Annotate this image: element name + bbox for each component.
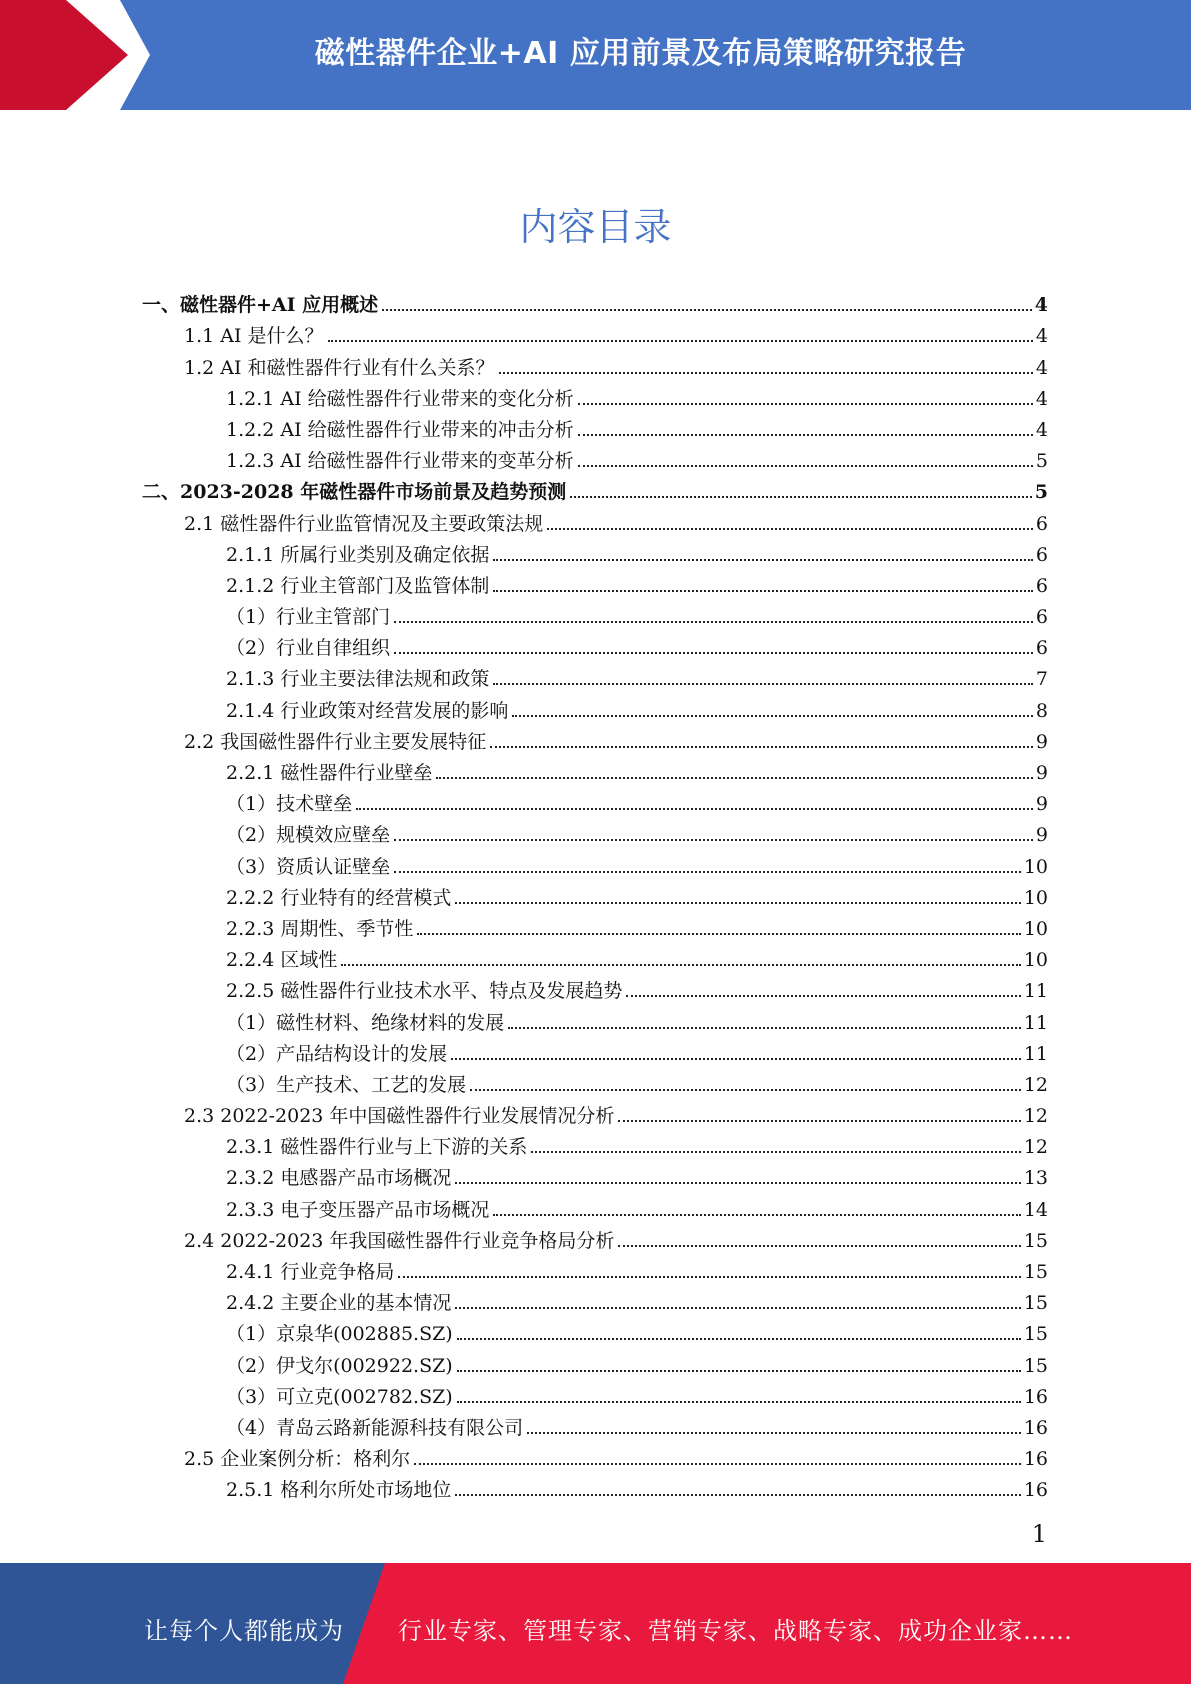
toc-entry-title: 2.3.1 磁性器件行业与上下游的关系 — [226, 1136, 528, 1159]
toc-dot-leader — [328, 340, 1033, 342]
toc-entry[interactable] — [142, 1283, 1048, 1314]
toc-entry[interactable] — [142, 1127, 1048, 1158]
toc-entry-title: 2.1.4 行业政策对经营发展的影响 — [226, 699, 509, 722]
toc-entry[interactable] — [142, 566, 1048, 597]
toc-entry-title: 2.4 2022-2023 年我国磁性器件行业竞争格局分析 — [184, 1229, 615, 1252]
toc-entry[interactable] — [142, 1221, 1048, 1252]
toc-dot-leader — [394, 871, 1021, 873]
toc-entry-title: （3）生产技术、工艺的发展 — [226, 1073, 467, 1096]
toc-entry[interactable] — [142, 347, 1048, 378]
toc-dot-leader — [626, 995, 1020, 997]
toc-entry-title: （2）规模效应壁垒 — [226, 824, 391, 847]
toc-entry-title: 2.2 我国磁性器件行业主要发展特征 — [184, 730, 487, 753]
toc-entry-title: （2）伊戈尔(002922.SZ) — [226, 1354, 453, 1377]
toc-entry-page: 15 — [1023, 1261, 1048, 1283]
toc-dot-leader — [382, 309, 1032, 311]
toc-dot-leader — [499, 372, 1033, 374]
toc-dot-leader — [457, 1401, 1021, 1403]
toc-entry[interactable] — [142, 535, 1048, 566]
toc-entry-title: 一、磁性器件+AI 应用概述 — [142, 294, 379, 317]
toc-entry-page: 4 — [1035, 325, 1048, 348]
toc-entry[interactable] — [142, 784, 1048, 815]
toc-entry-title: 2.4.1 行业竞争格局 — [226, 1261, 395, 1283]
toc-dot-leader — [490, 746, 1033, 748]
toc-dot-leader — [578, 465, 1033, 467]
toc-entry[interactable] — [142, 1002, 1048, 1033]
toc-dot-leader — [356, 808, 1033, 810]
toc-entry-page: 4 — [1035, 418, 1048, 441]
toc-entry-title: 2.2.3 周期性、季节性 — [226, 917, 414, 940]
toc-dot-leader — [457, 1338, 1021, 1340]
toc-entry-page: 12 — [1023, 1105, 1048, 1128]
toc-entry-page: 6 — [1035, 543, 1048, 566]
toc-entry-title: （1）磁性材料、绝缘材料的发展 — [226, 1011, 505, 1034]
toc-entry-page: 16 — [1023, 1416, 1048, 1439]
toc-dot-leader — [547, 528, 1033, 530]
toc-entry[interactable] — [142, 846, 1048, 877]
toc-entry-page: 9 — [1035, 730, 1048, 753]
toc-entry-page: 14 — [1023, 1198, 1048, 1221]
toc-entry-title: 二、2023-2028 年磁性器件市场前景及趋势预测 — [142, 481, 567, 504]
toc-dot-leader — [451, 1058, 1021, 1060]
page-number: 1 — [1031, 1520, 1047, 1548]
toc-entry[interactable] — [142, 1252, 1048, 1283]
toc-dot-leader — [455, 1494, 1020, 1496]
toc-entry-title: 2.3.2 电感器产品市场概况 — [226, 1167, 452, 1190]
toc-dot-leader — [394, 839, 1033, 841]
toc-dot-leader — [578, 434, 1033, 436]
toc-entry-page: 11 — [1023, 1011, 1048, 1034]
toc-entry-page: 12 — [1023, 1136, 1048, 1159]
toc-entry-title: 2.2.1 磁性器件行业壁垒 — [226, 762, 433, 784]
toc-dot-leader — [455, 1182, 1020, 1184]
toc-entry-title: 2.4.2 主要企业的基本情况 — [226, 1292, 452, 1315]
toc-entry[interactable] — [142, 441, 1048, 472]
toc-entry-page: 6 — [1035, 637, 1048, 660]
toc-entry-title: （1）京泉华(002885.SZ) — [226, 1323, 453, 1346]
toc-entry[interactable] — [142, 1314, 1048, 1345]
toc-entry[interactable] — [142, 878, 1048, 909]
toc-entry-title: （3）可立克(002782.SZ) — [226, 1385, 453, 1408]
report-title: 磁性器件企业+AI 应用前景及布局策略研究报告 — [314, 36, 967, 71]
toc-entry-title: 2.5 企业案例分析：格利尔 — [184, 1448, 411, 1471]
toc-entry[interactable] — [142, 410, 1048, 441]
toc-entry-title: 1.2.3 AI 给磁性器件行业带来的变革分析 — [226, 450, 574, 473]
toc-entry-page: 4 — [1035, 356, 1048, 379]
toc-dot-leader — [493, 559, 1033, 561]
toc-entry[interactable] — [142, 815, 1048, 846]
toc-dot-leader — [414, 1463, 1021, 1465]
toc-dot-leader — [531, 1151, 1020, 1153]
toc-entry-title: 1.1 AI 是什么？ — [184, 325, 324, 348]
toc-entry-page: 10 — [1023, 886, 1048, 909]
toc-entry-page: 6 — [1035, 606, 1048, 629]
toc-entry-page: 10 — [1023, 917, 1048, 940]
toc-entry[interactable] — [142, 722, 1048, 753]
toc-entry[interactable] — [142, 1096, 1048, 1127]
toc-entry-title: 2.1 磁性器件行业监管情况及主要政策法规 — [184, 512, 544, 535]
toc-dot-leader — [570, 496, 1032, 498]
toc-entry-title: 2.1.2 行业主管部门及监管体制 — [226, 574, 490, 597]
footer-slogan-left: 让每个人都能成为 — [144, 1617, 344, 1645]
toc-entry-title: 2.3 2022-2023 年中国磁性器件行业发展情况分析 — [184, 1105, 615, 1128]
toc-entry-page: 15 — [1023, 1292, 1048, 1315]
toc-entry-page: 10 — [1023, 949, 1048, 972]
toc-entry-title: （1）技术壁垒 — [226, 793, 353, 816]
toc-dot-leader — [508, 1027, 1021, 1029]
toc-entry-title: （1）行业主管部门 — [226, 606, 391, 629]
toc-entry-page: 16 — [1023, 1479, 1048, 1502]
toc-entry[interactable] — [142, 628, 1048, 659]
toc-entry-page: 9 — [1035, 793, 1048, 816]
toc-entry[interactable] — [142, 379, 1048, 410]
toc-dot-leader — [618, 1245, 1020, 1247]
toc-dot-leader — [457, 1370, 1021, 1372]
toc-dot-leader — [493, 1214, 1020, 1216]
toc-entry-page: 16 — [1023, 1448, 1048, 1471]
toc-dot-leader — [436, 777, 1033, 779]
toc-entry-page: 16 — [1023, 1385, 1048, 1408]
toc-entry-page: 15 — [1023, 1323, 1048, 1346]
toc-dot-leader — [527, 1432, 1021, 1434]
toc-entry-title: 1.2.2 AI 给磁性器件行业带来的冲击分析 — [226, 418, 574, 441]
toc-entry-page: 5 — [1034, 481, 1048, 504]
footer-slogan-right: 行业专家、管理专家、营销专家、战略专家、成功企业家…… — [398, 1617, 1073, 1645]
toc-dot-leader — [512, 715, 1033, 717]
toc-dot-leader — [394, 652, 1033, 654]
toc-entry[interactable] — [142, 753, 1048, 784]
toc-entry-page: 9 — [1035, 824, 1048, 847]
toc-dot-leader — [618, 1120, 1020, 1122]
toc-entry[interactable] — [142, 285, 1048, 316]
toc-entry[interactable] — [142, 1439, 1048, 1470]
toc-entry[interactable] — [142, 503, 1048, 534]
toc-entry-title: （2）产品结构设计的发展 — [226, 1042, 448, 1065]
toc-entry[interactable] — [142, 1034, 1048, 1065]
toc-dot-leader — [341, 964, 1020, 966]
toc-entry[interactable] — [142, 909, 1048, 940]
toc-entry-page: 10 — [1023, 855, 1048, 878]
toc-entry[interactable] — [142, 1377, 1048, 1408]
toc-entry-title: 2.2.2 行业特有的经营模式 — [226, 886, 452, 909]
toc-entry[interactable] — [142, 597, 1048, 628]
toc-entry-title: 2.2.4 区域性 — [226, 949, 338, 972]
toc-dot-leader — [493, 590, 1033, 592]
toc-entry[interactable] — [142, 316, 1048, 347]
toc-entry-page: 6 — [1035, 574, 1048, 597]
toc-entry-title: 2.1.1 所属行业类别及确定依据 — [226, 543, 490, 566]
toc-entry-page: 4 — [1035, 387, 1048, 410]
toc-entry[interactable] — [142, 1158, 1048, 1189]
toc-dot-leader — [493, 683, 1033, 685]
toc-heading: 内容目录 — [519, 205, 672, 249]
toc-entry-page: 15 — [1023, 1354, 1048, 1377]
toc-entry-title: （4）青岛云路新能源科技有限公司 — [226, 1416, 524, 1439]
toc-entry-page: 6 — [1035, 512, 1048, 535]
toc-dot-leader — [470, 1089, 1021, 1091]
toc-entry-page: 11 — [1023, 980, 1048, 1003]
table-of-contents — [142, 285, 1048, 1501]
toc-entry[interactable] — [142, 659, 1048, 690]
toc-entry[interactable] — [142, 971, 1048, 1002]
toc-entry[interactable] — [142, 1345, 1048, 1376]
toc-dot-leader — [455, 902, 1020, 904]
toc-entry-title: （3）资质认证壁垒 — [226, 855, 391, 878]
toc-entry-page: 12 — [1023, 1073, 1048, 1096]
page-header — [0, 0, 1191, 110]
page-footer — [0, 1563, 1191, 1684]
toc-entry-title: 2.3.3 电子变压器产品市场概况 — [226, 1198, 490, 1221]
toc-entry-title: 1.2.1 AI 给磁性器件行业带来的变化分析 — [226, 387, 574, 410]
toc-entry[interactable] — [142, 1470, 1048, 1501]
toc-entry[interactable] — [142, 690, 1048, 721]
toc-entry-title: 2.2.5 磁性器件行业技术水平、特点及发展趋势 — [226, 980, 623, 1003]
toc-entry-title: （2）行业自律组织 — [226, 637, 391, 660]
toc-entry-page: 4 — [1034, 294, 1048, 317]
toc-dot-leader — [398, 1276, 1020, 1278]
toc-entry[interactable] — [142, 1065, 1048, 1096]
toc-entry-title: 2.5.1 格利尔所处市场地位 — [226, 1479, 452, 1502]
toc-entry-page: 15 — [1023, 1229, 1048, 1252]
toc-entry-page: 13 — [1023, 1167, 1048, 1190]
toc-entry-page: 7 — [1035, 668, 1048, 691]
toc-dot-leader — [417, 933, 1020, 935]
toc-dot-leader — [394, 621, 1033, 623]
toc-entry-page: 9 — [1035, 762, 1048, 784]
toc-entry-page: 8 — [1035, 699, 1048, 722]
toc-entry-page: 11 — [1023, 1042, 1048, 1065]
toc-entry[interactable] — [142, 940, 1048, 971]
toc-dot-leader — [455, 1307, 1020, 1309]
toc-dot-leader — [578, 403, 1033, 405]
toc-entry-title: 2.1.3 行业主要法律法规和政策 — [226, 668, 490, 691]
toc-entry[interactable] — [142, 1189, 1048, 1220]
toc-entry-title: 1.2 AI 和磁性器件行业有什么关系？ — [184, 356, 495, 379]
toc-entry[interactable] — [142, 1408, 1048, 1439]
toc-entry[interactable] — [142, 472, 1048, 503]
toc-entry-page: 5 — [1035, 450, 1048, 473]
